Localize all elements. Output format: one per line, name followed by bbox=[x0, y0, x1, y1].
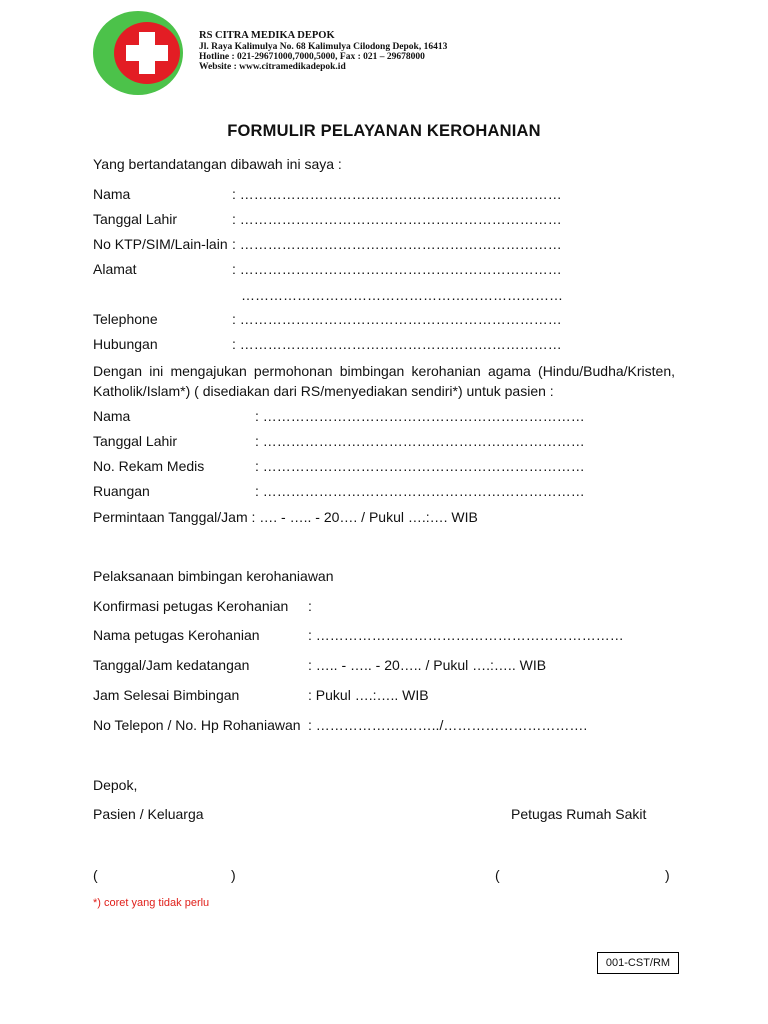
officer-phone-field[interactable]: : ……………….……../…………………………. bbox=[308, 717, 588, 733]
patient-room-label: Ruangan bbox=[93, 483, 150, 499]
hospital-name: RS CITRA MEDIKA DEPOK bbox=[199, 30, 335, 41]
signature-right-paren-close: ) bbox=[665, 867, 670, 883]
hospital-hotline: Hotline : 021-29671000,7000,5000, Fax : 021 – 29678000 bbox=[199, 52, 425, 62]
patient-name-field[interactable]: : …………………………………………………………… bbox=[255, 408, 585, 424]
applicant-address-label: Alamat bbox=[93, 261, 137, 277]
signature-right-label: Petugas Rumah Sakit bbox=[511, 806, 647, 822]
patient-record-field[interactable]: : …………………………………………………………… bbox=[255, 458, 585, 474]
request-datetime-field[interactable]: Permintaan Tanggal/Jam : …. - ….. - 20…. / Pukul ….:…. WIB bbox=[93, 509, 478, 525]
patient-room-field[interactable]: : …………………………………………………………… bbox=[255, 483, 585, 499]
patient-dob-field[interactable]: : …………………………………………………………… bbox=[255, 433, 585, 449]
applicant-id-label: No KTP/SIM/Lain-lain bbox=[93, 236, 228, 252]
patient-record-label: No. Rekam Medis bbox=[93, 458, 205, 474]
request-paragraph: Dengan ini mengajukan permohonan bimbingan kerohanian agama (Hindu/Budha/Kristen, Katholik/Islam*) ( disediakan dari RS/menyediakan sendiri*) untuk pasien : bbox=[93, 363, 675, 399]
document-code-box: 001-CST/RM bbox=[597, 952, 679, 974]
form-title: FORMULIR PELAYANAN KEROHANIAN bbox=[227, 122, 541, 140]
officer-name-label: Nama petugas Kerohanian bbox=[93, 627, 260, 643]
patient-name-label: Nama bbox=[93, 408, 131, 424]
arrival-datetime-label: Tanggal/Jam kedatangan bbox=[93, 657, 250, 673]
confirm-officer-label: Konfirmasi petugas Kerohanian bbox=[93, 598, 289, 614]
applicant-address-field-line2[interactable]: …………………………………………………………… bbox=[241, 287, 563, 303]
hospital-address: Jl. Raya Kalimulya No. 68 Kalimulya Cilodong Depok, 16413 bbox=[199, 42, 448, 52]
patient-dob-label: Tanggal Lahir bbox=[93, 433, 178, 449]
arrival-datetime-field[interactable]: : ….. - ….. - 20….. / Pukul ….:….. WIB bbox=[308, 657, 547, 673]
signature-left-paren-close: ) bbox=[231, 867, 236, 883]
signature-left-label: Pasien / Keluarga bbox=[93, 806, 204, 822]
intro-text: Yang bertandatangan dibawah ini saya : bbox=[93, 156, 342, 172]
execution-heading: Pelaksanaan bimbingan kerohaniawan bbox=[93, 568, 334, 584]
applicant-phone-label: Telephone bbox=[93, 311, 158, 327]
end-time-label: Jam Selesai Bimbingan bbox=[93, 687, 240, 703]
hospital-website: Website : www.citramedikadepok.id bbox=[199, 62, 346, 72]
applicant-phone-field[interactable]: : …………………………………………………………… bbox=[232, 311, 562, 327]
officer-name-field[interactable]: : ………………………………………………………… bbox=[308, 627, 624, 643]
applicant-relation-label: Hubungan bbox=[93, 336, 158, 352]
applicant-id-field[interactable]: : …………………………………………………………… bbox=[232, 236, 562, 252]
confirm-officer-field[interactable]: : bbox=[308, 598, 312, 614]
applicant-dob-field[interactable]: : …………………………………………………………… bbox=[232, 211, 562, 227]
red-cross-icon bbox=[92, 10, 184, 96]
applicant-dob-label: Tanggal Lahir bbox=[93, 211, 178, 227]
hospital-logo bbox=[92, 10, 184, 96]
signature-left-paren-open: ( bbox=[93, 867, 98, 883]
signature-right-paren-open: ( bbox=[495, 867, 500, 883]
end-time-field[interactable]: : Pukul ….:….. WIB bbox=[308, 687, 429, 703]
applicant-name-label: Nama bbox=[93, 186, 131, 202]
signature-city: Depok, bbox=[93, 777, 138, 793]
applicant-relation-field[interactable]: : …………………………………………………………… bbox=[232, 336, 562, 352]
officer-phone-label: No Telepon / No. Hp Rohaniawan bbox=[93, 717, 301, 733]
applicant-address-field[interactable]: : …………………………………………………………… bbox=[232, 261, 562, 277]
applicant-name-field[interactable]: : …………………………………………………………… bbox=[232, 186, 562, 202]
footnote: *) coret yang tidak perlu bbox=[93, 897, 210, 909]
